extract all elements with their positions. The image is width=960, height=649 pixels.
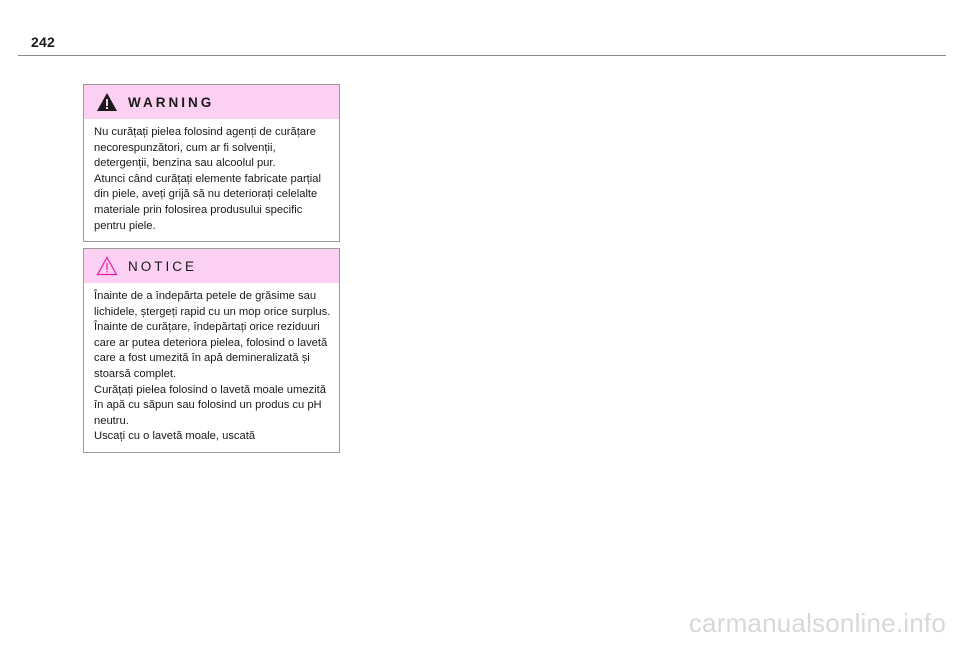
notice-body [84,283,339,452]
notice-box [83,248,340,453]
warning-header [84,85,339,119]
page-number: 242 [31,34,55,50]
notice-header [84,249,339,283]
notice-paragraph: Înainte de curățare, îndepărtați orice reziduuri care ar putea deteriora pielea, folosind o lavetă care a fost umezită în apă demineralizată și stoarsă complet. [94,321,328,380]
warning-box [83,84,340,242]
warning-body [84,119,339,241]
notice-paragraph: Înainte de a îndepărta petele de grăsime sau lichidele, ștergeți rapid cu un mop orice surplus. [94,290,331,318]
watermark-text: carmanualsonline.info [688,608,946,638]
top-divider [18,55,946,56]
warning-title: WARNING [128,94,215,110]
warning-paragraph: Nu curățați pielea folosind agenți de curățare necorespunzători, cum ar fi solvenții, detergenții, benzina sau alcoolul pur. [94,126,317,170]
notice-title: NOTICE [128,258,198,274]
notice-triangle-icon [96,256,118,276]
notice-paragraph: Uscați cu o lavetă moale, uscată [94,430,256,443]
warning-paragraph: Atunci când curățați elemente fabricate parțial din piele, aveți grijă să nu deteriorați celelalte materiale prin folosirea produsului specific pentru piele. [94,172,321,232]
warning-triangle-icon [96,92,118,112]
notice-paragraph: Curățați pielea folosind o lavetă moale umezită în apă cu săpun sau folosind un produs cu pH neutru. [94,383,326,427]
